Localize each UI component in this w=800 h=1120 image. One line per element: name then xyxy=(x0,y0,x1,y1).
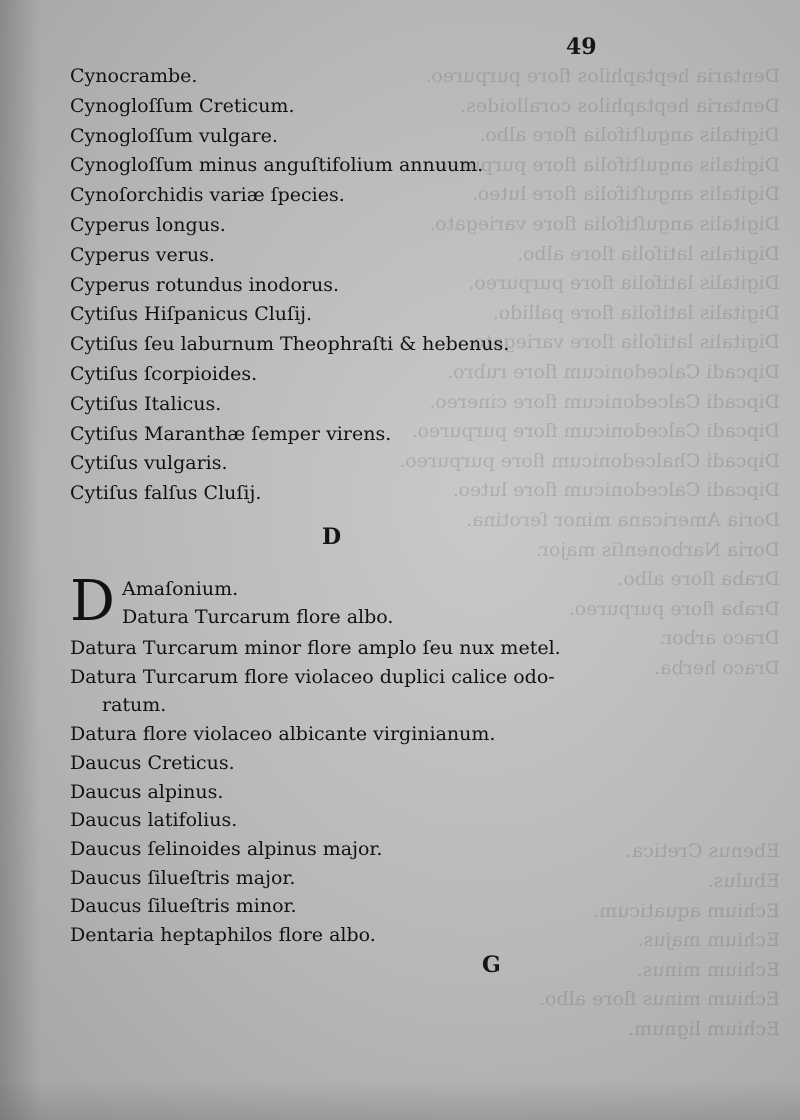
list-entry: Cyperus longus. xyxy=(70,213,226,236)
page-bottom-shadow xyxy=(0,1080,800,1120)
bleed-through-line: Dipcadi Calcedonicum flore cinereo. xyxy=(429,390,780,413)
bleed-through-line: Dipcadi Chalcedonicum flore purpureo. xyxy=(399,449,780,472)
section-c-list xyxy=(70,62,630,509)
bleed-through-line: Digitalis latifolia flore albo. xyxy=(517,242,780,265)
bleed-through-line: Dentaria heptaphilos coralloides. xyxy=(460,94,780,117)
bleed-through-line: Echium aquaticum. xyxy=(593,899,780,922)
section-heading-d: D xyxy=(322,524,342,550)
bleed-through-line: Dipcadi Calcedonicum flore rubro. xyxy=(447,360,780,383)
bleed-through-line: Digitalis latifolia flore purpureo. xyxy=(468,272,780,295)
list-entry: Cytiſus vulgaris. xyxy=(70,452,228,475)
bleed-through-line: Ebulus. xyxy=(707,870,780,893)
list-entry: Cynogloſſum vulgare. xyxy=(70,124,278,147)
list-entry: Cynogloſſum minus anguſtifolium annuum. xyxy=(70,154,484,177)
list-entry: Cytiſus Italicus. xyxy=(70,392,222,415)
bleed-through-line: Echium minus flore albo. xyxy=(539,988,780,1011)
list-entry: Datura Turcarum minor flore amplo ſeu nux metel. xyxy=(70,637,561,659)
bleed-through-line: Digitalis anguſtifolia flore luteo. xyxy=(472,183,780,206)
list-entry: Datura flore violaceo albicante virginianum. xyxy=(70,723,496,746)
bleed-through-line: Echium majus. xyxy=(637,929,780,952)
bleed-through-line: Dipcadi Calcedonicum flore purpureo. xyxy=(411,420,780,443)
list-entry: Cytiſus falſus Cluſij. xyxy=(70,482,262,505)
page-edge-shadow xyxy=(0,0,40,1120)
bleed-through-line: Digitalis latifolia flore pallido. xyxy=(492,301,780,324)
bleed-through-line: Digitalis anguſtifolia flore purpureo. xyxy=(431,153,780,176)
list-entry: Daucus Creticus. xyxy=(70,751,235,774)
bleed-through-line: Doria Americana minor ſerotina. xyxy=(466,508,780,531)
list-entry: Daucus ſelinoides alpinus major. xyxy=(70,837,383,860)
list-entry: Daucus ſilueſtris minor. xyxy=(70,895,297,918)
section-d-opening xyxy=(70,569,630,634)
bleed-through-line: Echium lignum. xyxy=(628,1018,780,1041)
list-entry: Daucus latifolius. xyxy=(70,809,238,832)
bleed-through-line: Draco herba. xyxy=(654,656,780,679)
list-entry: Cynogloſſum Creticum. xyxy=(70,94,295,117)
bleed-through-line: Dentaria heptaphilos flore purpureo. xyxy=(425,65,780,87)
list-entry: Cytiſus ſcorpioides. xyxy=(70,362,258,385)
bleed-through-line: Digitalis anguſtifolia flore variegato. xyxy=(429,212,780,235)
bleed-through-line: Echium minus. xyxy=(636,958,780,981)
bleed-through-line: Ebenus Cretica. xyxy=(625,840,780,863)
list-entry: Amaſonium. xyxy=(122,578,239,600)
bleed-through-line: Doria Narbonenſis major. xyxy=(535,538,780,561)
list-entry: Dentaria heptaphilos flore albo. xyxy=(70,924,376,947)
list-entry: Datura Turcarum flore violaceo duplici calice odo- xyxy=(70,665,555,688)
list-entry: Daucus alpinus. xyxy=(70,780,224,803)
list-entry: Cytiſus Maranthæ ſemper virens. xyxy=(70,422,392,445)
bleed-through-line: Draba flore albo. xyxy=(617,568,780,591)
bleed-through-line: Digitalis anguſtifolia flore albo. xyxy=(479,124,780,147)
list-entry: Daucus ſilueſtris major. xyxy=(70,866,296,889)
bleed-through-line: Digitalis latifolia flore variegato. xyxy=(467,331,780,354)
list-entry: Datura Turcarum flore albo. xyxy=(122,606,394,628)
list-entry-continuation: ratum. xyxy=(102,694,167,717)
list-entry: Cytiſus ſeu laburnum Theophraſti & hebenus. xyxy=(70,333,510,356)
bleed-through-line: Draba flore purpureo. xyxy=(568,597,780,620)
list-entry: Cytiſus Hiſpanicus Cluſij. xyxy=(70,303,313,326)
list-entry: Cynoſorchidis variæ ſpecies. xyxy=(70,184,345,207)
drop-cap: D xyxy=(70,569,115,634)
bleed-through-line: Dipcadi Calcedonicum flore luteo. xyxy=(452,479,780,502)
list-entry: Cyperus verus. xyxy=(70,243,215,266)
page-number: 49 xyxy=(566,34,597,60)
list-entry: Cynocrambe. xyxy=(70,65,198,87)
bleed-through-line: Draco arbor. xyxy=(659,627,780,650)
list-entry: Cyperus rotundus inodorus. xyxy=(70,273,340,296)
catchword: G xyxy=(482,952,501,978)
section-d-list xyxy=(70,634,630,950)
